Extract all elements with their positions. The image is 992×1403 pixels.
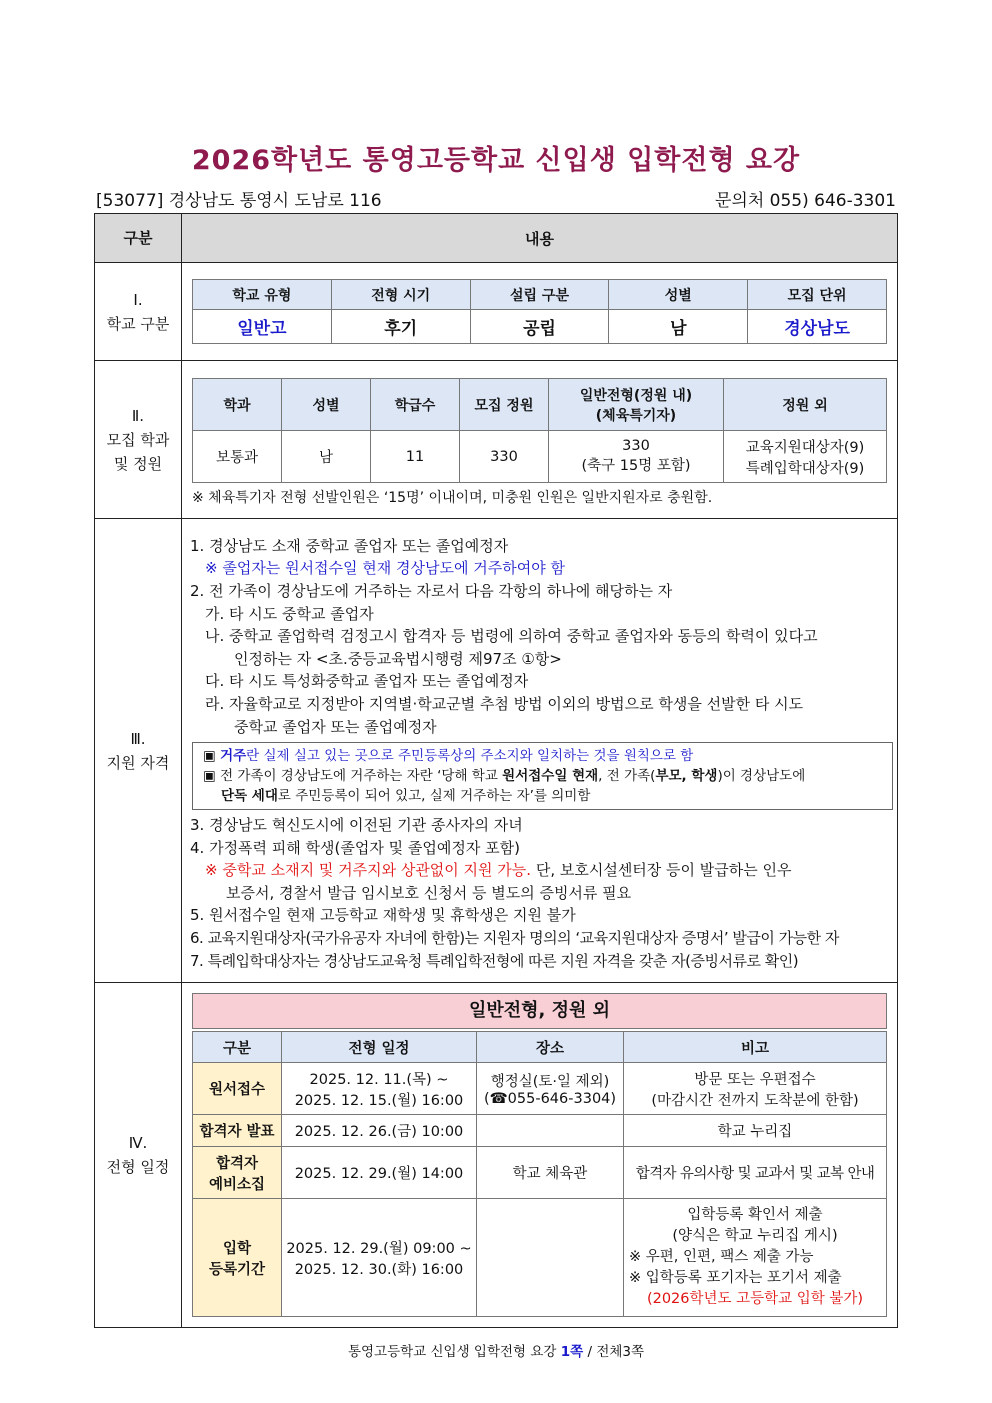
row-result-date: 2025. 12. 26.(금) 10:00 (282, 1115, 477, 1147)
bullet-icon: ▣ (203, 768, 216, 785)
v-period: 후기 (331, 310, 470, 344)
h-sched-place: 장소 (477, 1032, 624, 1063)
qual-item-4: 4. 가정폭력 피해 학생(졸업자 및 졸업예정자 포함) (190, 838, 520, 857)
v-quota: 330 (460, 431, 549, 483)
row-registration-place (477, 1199, 624, 1317)
v-general: 330 (축구 15명 포함) (549, 431, 724, 483)
qual-item-2b-cont: 인정하는 자 <초.중등교육법시행령 제97조 ①항> (234, 649, 562, 668)
v-establish: 공립 (470, 310, 609, 344)
qual-item-6: 6. 교육지원대상자(국가유공자 자녀에 한함)는 지원자 명의의 ‘교육지원대상자 증명서’ 발급이 가능한 자 (190, 929, 839, 948)
qual-item-7: 7. 특례입학대상자는 경상남도교육청 특례입학전형에 따른 지원 자격을 갖춘 자(증빙서류로 확인) (190, 951, 799, 970)
row-orientation-note: 합격자 유의사항 및 교과서 및 교복 안내 (624, 1147, 887, 1199)
section2-content (182, 361, 898, 519)
row-result-note: 학교 누리집 (624, 1115, 887, 1147)
section4-label: Ⅳ. 전형 일정 (95, 983, 182, 1328)
schedule-table (192, 1031, 887, 1317)
section4-content (182, 983, 898, 1328)
h-establish: 설립 구분 (470, 280, 609, 310)
page-title: 2026학년도 통영고등학교 신입생 입학전형 요강 (191, 145, 801, 176)
schedule-heading: 일반전형, 정원 외 (192, 993, 887, 1029)
v-recruit-unit: 경상남도 (748, 310, 887, 344)
row-registration-note: 입학등록 확인서 제출 (양식은 학교 누리집 게시) ※ 우편, 인편, 팩스 제출 가능 ※ 입학등록 포기자는 포기서 제출 (2026학년도 고등학교 입학 불가) (624, 1199, 887, 1317)
section3-content (182, 519, 898, 983)
v-dept: 보통과 (193, 431, 282, 483)
v-school-type: 일반고 (193, 310, 332, 344)
qual-item-2d-cont: 중학교 졸업자 또는 졸업예정자 (234, 717, 437, 736)
h-extra: 정원 외 (724, 379, 887, 431)
qual-item-2d: 라. 자율학교로 지정받아 지역별·학교군별 추첨 방법 이외의 방법으로 학생을 선발한 타 시도 (205, 694, 804, 713)
h-gender: 성별 (609, 280, 748, 310)
qual-item-2b: 나. 중학교 졸업학력 검정고시 합격자 등 법령에 의하여 중학교 졸업자와 동등의 학력이 있다고 (205, 627, 818, 646)
qual-item-2: 2. 전 가족이 경상남도에 거주하는 자로서 다음 각항의 하나에 해당하는 자 (190, 581, 673, 600)
h-quota: 모집 정원 (460, 379, 549, 431)
contact-phone: 문의처 055) 646-3301 (715, 191, 896, 211)
qual-item-1: 1. 경상남도 소재 중학교 졸업자 또는 졸업예정자 (190, 536, 509, 555)
section2-label: Ⅱ. 모집 학과 및 정원 (95, 361, 182, 519)
page-number: 1쪽 (560, 1344, 584, 1360)
h-period: 전형 시기 (331, 280, 470, 310)
row-application-note: 방문 또는 우편접수 (마감시간 전까지 도착분에 한함) (624, 1063, 887, 1115)
qual-item-4-note: ※ 중학교 소재지 및 거주지와 상관없이 지원 가능. 단, 보호시설센터장 등이 발급하는 인우 (205, 861, 792, 880)
row-application-place: 행정실(토·일 제외) (☎055-646-3304) (477, 1063, 624, 1115)
v-gender: 남 (609, 310, 748, 344)
h-sched-date: 전형 일정 (282, 1032, 477, 1063)
box-line-2: ▣ 전 가족이 경상남도에 거주하는 자란 ‘당해 학교 원서접수일 현재, 전 가족(부모, 학생)이 경상남도에 (203, 768, 806, 785)
h-classes: 학급수 (371, 379, 460, 431)
qual-item-2c: 다. 타 시도 특성화중학교 졸업자 또는 졸업예정자 (205, 672, 529, 691)
page-footer: 통영고등학교 신입생 입학전형 요강 1쪽 / 전체3쪽 (347, 1344, 645, 1360)
h-sched-note: 비고 (624, 1032, 887, 1063)
row-orientation-cat: 합격자 예비소집 (193, 1147, 282, 1199)
box-line-3: 단독 세대로 주민등록이 되어 있고, 실제 거주하는 자’를 의미함 (221, 788, 591, 805)
box-line-1: ▣ 거주란 실제 실고 있는 곳으로 주민등록상의 주소지와 일치하는 것을 원칙으로 함 (203, 748, 694, 765)
qual-item-1-note: ※ 졸업자는 원서접수일 현재 경상남도에 거주하여야 함 (205, 559, 565, 578)
row-orientation-place: 학교 체육관 (477, 1147, 624, 1199)
bullet-icon: ▣ (203, 748, 216, 765)
row-application-cat: 원서접수 (193, 1063, 282, 1115)
residence-definition-box (192, 742, 893, 810)
section3-label: Ⅲ. 지원 자격 (95, 519, 182, 983)
section1-label: Ⅰ. 학교 구분 (95, 263, 182, 361)
v-extra: 교육지원대상자(9) 특례입학대상자(9) (724, 431, 887, 483)
athlete-note: ※ 체육특기자 전형 선발인원은 ‘15명’ 이내이며, 미충원 인원은 일반지원자로 충원함. (192, 490, 713, 506)
v-q-gender: 남 (282, 431, 371, 483)
row-orientation-date: 2025. 12. 29.(월) 14:00 (282, 1147, 477, 1199)
v-classes: 11 (371, 431, 460, 483)
qual-item-2a: 가. 타 시도 중학교 졸업자 (205, 604, 374, 623)
school-address: [53077] 경상남도 통영시 도남로 116 (96, 191, 382, 211)
row-registration-date: 2025. 12. 29.(월) 09:00 ~ 2025. 12. 30.(화) 16:00 (282, 1199, 477, 1317)
h-sched-cat: 구분 (193, 1032, 282, 1063)
quota-table (192, 378, 887, 483)
h-q-gender: 성별 (282, 379, 371, 431)
h-dept: 학과 (193, 379, 282, 431)
row-result-place (477, 1115, 624, 1147)
qual-item-4-note-cont: 보증서, 경찰서 발급 임시보호 신청서 등 별도의 증빙서류 필요 (226, 883, 632, 902)
header-content: 내용 (182, 214, 898, 263)
admission-table (94, 213, 898, 1328)
h-general: 일반전형(정원 내) (체육특기자) (549, 379, 724, 431)
row-registration-cat: 입학 등록기간 (193, 1199, 282, 1317)
qual-item-5: 5. 원서접수일 현재 고등학교 재학생 및 휴학생은 지원 불가 (190, 906, 576, 925)
h-recruit-unit: 모집 단위 (748, 280, 887, 310)
h-school-type: 학교 유형 (193, 280, 332, 310)
header-category: 구분 (95, 214, 182, 263)
row-application-date: 2025. 12. 11.(목) ~ 2025. 12. 15.(월) 16:00 (282, 1063, 477, 1115)
section1-content (182, 263, 898, 361)
qual-item-3: 3. 경상남도 혁신도시에 이전된 기관 종사자의 자녀 (190, 816, 523, 835)
school-type-table (192, 279, 887, 344)
row-result-cat: 합격자 발표 (193, 1115, 282, 1147)
